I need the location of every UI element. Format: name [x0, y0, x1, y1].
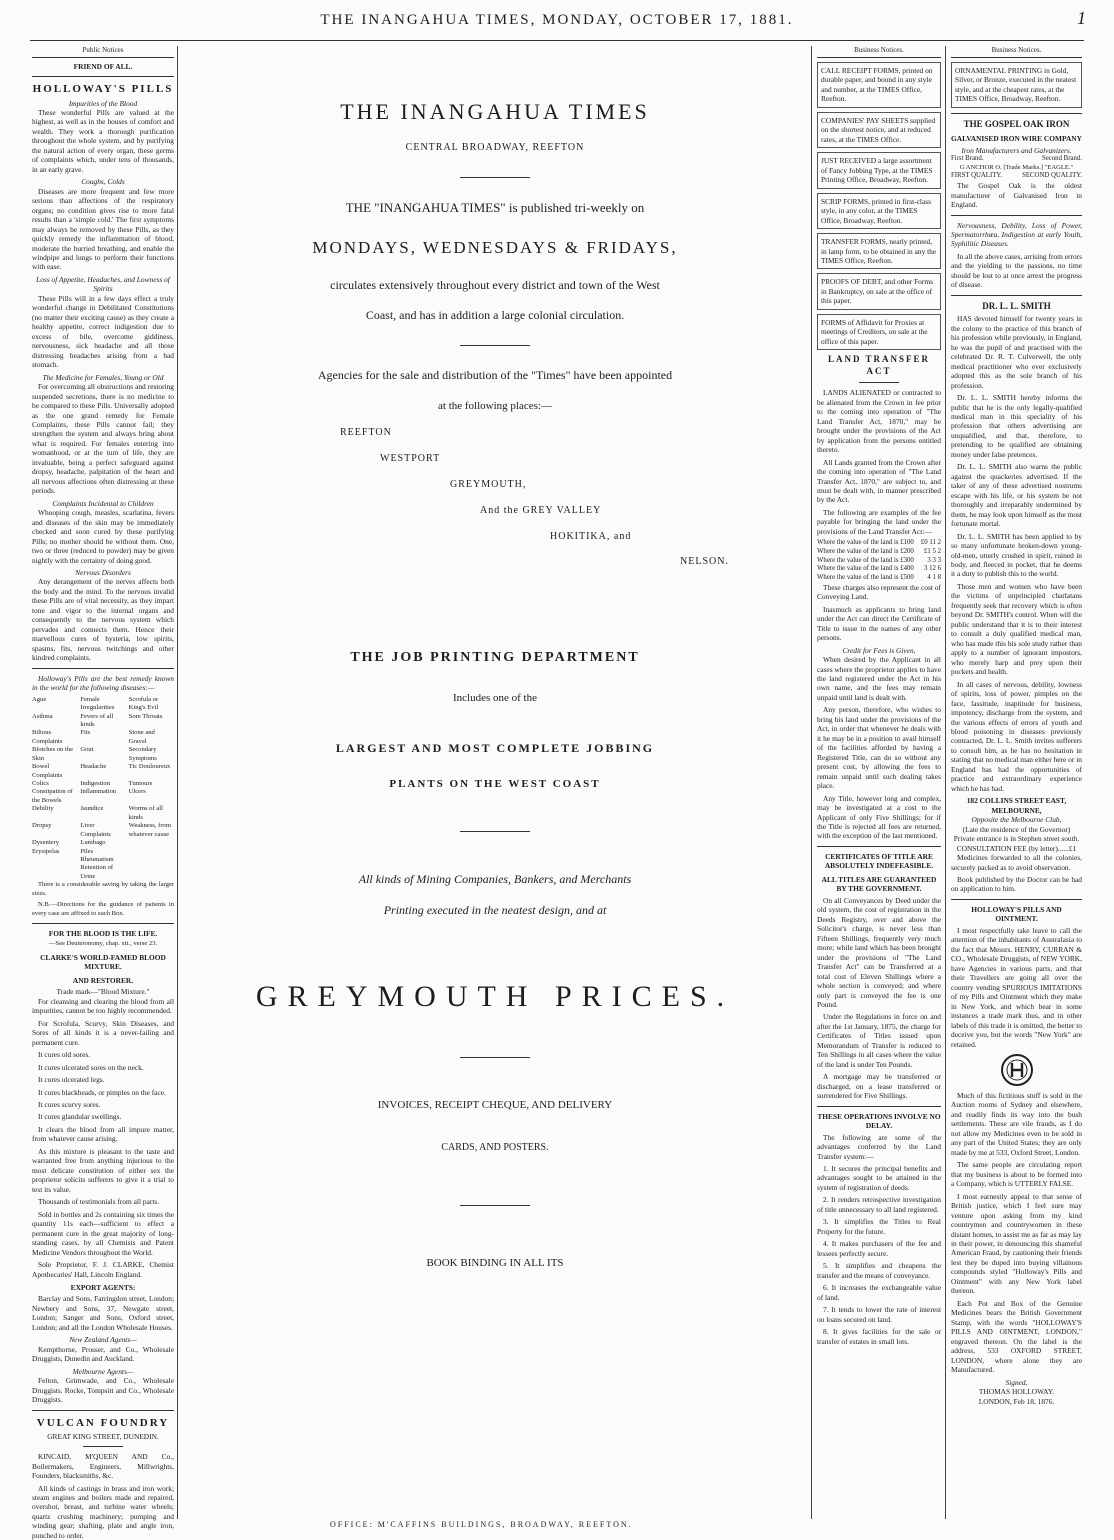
fee-row [817, 557, 941, 566]
mining-note: All kinds of Mining Companies, Bankers, and Merchants [358, 871, 632, 886]
column-heading: Business Notices. [951, 46, 1082, 58]
fee-amount: £1 5 2 [924, 548, 941, 556]
column-business-notices-1 [817, 46, 941, 1519]
smith-governor: (Late the residence of the Governor) [962, 824, 1071, 834]
cure-item: It cures glandular swellings. [38, 1112, 122, 1122]
ornament-rule [460, 831, 530, 832]
paragraph: Any person, therefore, who wishes to bring his land under the provisions of the Act, in order that whenever he deals with it he may be in a position to avail himself of the facilities afforded by having a Registered Title, can do so without any present cost, by allowing the fees to remain unpaid until such dealing takes place. [817, 705, 941, 791]
disease-item: Female Irregularities [80, 695, 115, 712]
signed-label: Signed, [1005, 1377, 1028, 1387]
disease-item: Jaundice [80, 805, 104, 813]
divider [32, 923, 174, 924]
place-item: WESTPORT [380, 453, 441, 465]
divider [32, 668, 174, 669]
notice-box [817, 152, 941, 188]
disease-item: Secondary Symptoms [128, 746, 157, 762]
fee-label: Where the value of the land is £400 [817, 565, 914, 573]
galvanised-title: GALVANISED IRON WIRE COMPANY [951, 134, 1082, 144]
short-rule [83, 1446, 123, 1447]
paragraph: All kinds of castings in brass and iron work; steam engines and boilers made and repaired, overshot, breast, and turbine water wheels; quartz crushing machinery; pumping and winding gear; shafting, plate and angle iron, punched to order. [32, 1483, 174, 1540]
column-heading: Public Notices [32, 46, 174, 58]
paragraph: A mortgage may be transferred or discharged, on a lease transferred or surrendered for Five Shillings. [817, 1072, 941, 1101]
disease-item: Sore Throats [128, 712, 163, 720]
divider [951, 215, 1082, 216]
includes-note: Includes one of the [453, 692, 537, 705]
disease-item: Weakness, from whatever cause [128, 822, 171, 838]
paragraph: In all the above cases, arrising from errors and the yielding to the passions, no time should be lost to at once arrest the progress of disease. [951, 251, 1082, 290]
cure-item: It cures blackheads, or pimples on the face. [38, 1087, 166, 1097]
agencies-note: Agencies for the sale and distribution of the "Times" have been appointed [317, 368, 673, 383]
subheading: Complaints Incidental to Children [52, 498, 154, 508]
column-heading: Business Notices. [817, 46, 941, 58]
paragraph: Felton, Grimwade, and Co., Wholesale Druggists. Rocke, Tompsitt and Co., Wholesale Druggists. [32, 1376, 174, 1405]
fee-label: Where the value of the land is £200 [817, 548, 914, 556]
fee-amount: £0 11 2 [920, 539, 941, 547]
paragraph: These wonderful Pills are valued at the highest, as well as in the houses of comfort and wealth. They work a thorough purification throughout the whole system, and by purifying the natural action of every organ, these germs of complaints which, under tens of thousands, in an early grave. [32, 107, 174, 174]
vulcan-foundry-title: VULCAN FOUNDRY [36, 1416, 170, 1429]
paragraph: The following are examples of the fee payable for bringing the land under the provisions of the Land Transfer Act:— [817, 507, 941, 536]
brand-label: Second Brand. [1041, 155, 1082, 163]
dr-smith-title: DR. L. L. SMITH [982, 300, 1051, 311]
place-item: REEFTON [340, 427, 392, 439]
paragraph: HAS devoted himself for twenty years in the colony to the practice of this branch of his profession while previously, in England, he was the pupil of and practised with the celebrated Dr. R. T. Culverwell, the only medical practitioner who ever exclusively adopted this as the sole branch of his profession. [951, 314, 1082, 390]
subheading: The Medicine for Females, Young or Old [42, 372, 164, 382]
paragraph: There is a considerable saving by taking the larger sizes. [32, 881, 174, 897]
subheading: Credit for Fees is Given, [842, 645, 916, 655]
paragraph: Inasmuch as applicants to bring land under the Act can direct the Certificate of Title to issue in the names of any other persons. [817, 604, 941, 643]
ornament-rule [460, 177, 530, 178]
notice-text: JUST RECEIVED a large assortment of Fancy Jobbing Type, at the TIMES Printing Office, Broadway, Reefton. [821, 156, 933, 185]
quality-label: FIRST QUALITY. [951, 172, 1003, 180]
guaranteed-heading: ALL TITLES ARE GUARANTEED BY THE GOVERNMENT. [821, 874, 937, 894]
disease-item: Dropsy [32, 822, 52, 830]
paragraph: For cleansing and clearing the blood from all impurities, cannot be too highly recommended. [32, 996, 174, 1016]
disease-item: Asthma [32, 712, 53, 720]
paragraph: Dr. L. L. SMITH has been applied to by so many unfortunate broken-down young-old-men, utterly crushed in spirit, ruined in body, and fleeced in pocket, that he deems it a duty to publish this to the world. [951, 531, 1082, 579]
notice-text: COMPANIES' PAY SHEETS supplied on the shortest notice, and at reduced rates, at the TIMES Office. [821, 115, 936, 144]
divider [817, 846, 941, 847]
divider [32, 1410, 174, 1411]
book-binding-note: BOOK BINDING IN ALL ITS [426, 1256, 564, 1269]
disease-item: Tumours [128, 780, 153, 787]
ornament-rule [460, 345, 530, 346]
advantage-item: 3. It simplifies the Titles to Real Property for the future. [817, 1217, 941, 1236]
trade-mark: Trade mark—"Blood Mixture." [56, 987, 150, 997]
publication-days: MONDAYS, WEDNESDAYS & FRIDAYS, [312, 237, 678, 257]
fee-row [817, 539, 941, 548]
holloway-ointment-title: HOLLOWAY'S PILLS AND OINTMENT. [971, 904, 1062, 924]
paper-title: THE INANGAHUA TIMES [340, 99, 650, 124]
paragraph: For overcoming all obstructions and restoring suspended secretions, there is no medicine to be compared to these Pills. Universally adopted as the one grand remedy for Female Complaints, these Pills cannot fail; they strengthen the system and always bring about what is required. For females entering into womanhood, or at the turn of life, they are invaluable, being a perfect safeguard against dropsy, headache, palpitation of the heart and all nervous affections often distressing at these periods. [32, 382, 174, 496]
vulcan-address: GREAT KING STREET, DUNEDIN. [47, 1431, 159, 1441]
advantage-item: 1. It secures the principal benefits and advantages sought to be attained in the system of registration of deeds. [817, 1164, 941, 1192]
paragraph: Much of this fictitious stuff is sold in the Auction rooms of Sydney and elsewhere, and readily finds its way into the bush settlements. These are vile frauds, as I do not allow my Medicines even to be sold in any part of the United States; they are only made by me at 533, Oxford Street, London. [951, 1090, 1082, 1157]
disease-item: Ague [32, 695, 47, 703]
signer-name: THOMAS HOLLOWAY. [978, 1387, 1055, 1397]
operations-heading: THESE OPERATIONS INVOLVE NO DELAY. [817, 1111, 941, 1131]
notice-text: TRANSFER FORMS, neatly printed, in lamp form, to be obtained in any the TIMES Office, Reefton. [821, 237, 937, 265]
advantage-item: 4. It makes purchasers of the fee and lessees perfectly secure. [817, 1239, 941, 1258]
fee-row [817, 565, 941, 574]
fee-amount: 4 1 8 [927, 574, 941, 582]
notice-box [817, 314, 941, 350]
places-intro: at the following places:— [438, 400, 552, 413]
greymouth-prices: GREYMOUTH PRICES. [255, 980, 735, 1014]
paragraph: In all cases of nervous, debility, lowness of spirits, loss of power, pimples on the face, lassitude, inaptitude for business, impotency, discharge from the system, and the various effects of errors of youth and blood poisoning in diseases previously contracted, Dr. L. L. Smith invites sufferers to consult him, as he has no hesitation in stating that no medical man either here or in England has had the opportunities of practice and extraordinary experience which he has had. [951, 679, 1082, 793]
circulation-note: circulates extensively throughout every district and town of the West [330, 278, 660, 293]
paragraph: On all Conveyances by Deed under the old system, the cost of registration in the Deeds Registry, over and above the Solicitor's charge, is never less than Fifteen Shillings, frequently very much more; while land which has been brought under the provisions of "The Land Transfer Act" can be Transferred at a total cost of Eleven Shillings where a whole section is conveyed; and where only part is conveyed the fee is one Pound. [817, 895, 941, 1009]
paragraph: These charges also represent the cost of Conveying Land. [817, 582, 941, 602]
paragraph: Sold in bottles and 2s containing six times the quantity 11s each—sufficient to effect a permanent cure in the great majority of long-standing cases, by all Chemists and Patent Medicine Vendors throughout the World. [32, 1209, 174, 1257]
disease-item: Stone and Gravel [128, 729, 155, 745]
divider [951, 295, 1082, 296]
disease-item: Debility [32, 805, 54, 813]
paper-address: CENTRAL BROADWAY, REEFTON [405, 142, 585, 154]
divider [32, 76, 174, 77]
disease-item: Rheumatism [80, 855, 114, 863]
notice-text: CALL RECEIPT FORMS, printed on durable paper, and bound in any style and number, at the TIMES Office, Reefton. [821, 65, 933, 104]
column-business-notices-2 [951, 46, 1082, 1519]
smith-entrance: Private entrance is in Stephen street south. [953, 834, 1080, 844]
disease-list [32, 696, 174, 882]
notice-box [817, 62, 941, 108]
sign-place: LONDON, Feb 18, 1876. [978, 1396, 1055, 1406]
cure-item: It clears the blood from all impure matter, from whatever cause arising. [32, 1124, 174, 1144]
clarke-heading: CLARKE'S WORLD-FAMED BLOOD MIXTURE. [40, 952, 166, 972]
disease-item: Indigestion [80, 780, 110, 787]
paragraph: Diseases are more frequent and few more serious than affections of the respiratory organs; no condition gives rise to more fatal results than a 'simple cold.' The first symptoms may always be removed by these Pills, as they quickly remedy the inflammation of blood, moderate the hurried breathing, and enable the windpipe and lungs to perform their functions with ease. [32, 186, 174, 272]
paragraph: I most respectfully take leave to call the attention of the inhabitants of Australasia to the fact that Messrs. HENRY, CURRAN & CO., Wholesale Druggists, of NEW YORK, have Agencies in various parts, and that their Travellers are going all over the country vending SPURIOUS IMITATIONS of my Pills and Ointment which they make in New York, and which bear in some instances a trade mark thus, and in other labels of this trade it is omitted, the better to deceive you, but the words "New York" are retained. [951, 925, 1082, 1049]
paragraph: Barclay and Sons, Farringdon street, London; Newbery and Sons, 37, Newgate street, London; Sanger and Sons, Oxford street, London; and all the London Wholesale Houses. [32, 1294, 174, 1332]
quality-row [951, 172, 1082, 181]
fee-label: Where the value of the land is £300 [817, 556, 914, 564]
divider [951, 113, 1082, 114]
smith-address: 182 COLLINS STREET EAST, MELBOURNE, [966, 796, 1067, 815]
land-transfer-title: LAND TRANSFER ACT [827, 354, 931, 376]
trade-marks: G ANCHOR O. [Trade Marks.] "EAGLE." [959, 163, 1074, 171]
paragraph: All Lands granted from the Crown after the coming into operation of "The Land Transfer Act, 1870," are subject to, and must be dealt with, in manner prescribed by the Act. [817, 457, 941, 505]
paragraph: Book published by the Doctor can be had on application to him. [951, 875, 1082, 894]
place-item: NELSON. [680, 556, 729, 568]
column-divider [811, 46, 812, 1519]
column-divider [177, 46, 178, 1519]
publication-note: THE "INANGAHUA TIMES" is published tri-weekly on [345, 199, 645, 215]
disease-item: Dysentery [32, 839, 60, 847]
disease-item: Scrofula or King's Evil [128, 695, 159, 712]
column-divider [945, 46, 946, 1519]
divider [951, 899, 1082, 900]
subheading: Impurities of the Blood [68, 98, 138, 108]
invoices-note: INVOICES, RECEIPT CHEQUE, AND DELIVERY [377, 1098, 613, 1111]
cards-note: CARDS, AND POSTERS. [441, 1141, 549, 1153]
notice-text: FORMS of Affidavit for Proxies at meetings of Creditors, on sale at the office of this paper. [821, 317, 928, 346]
paragraph: Holloway's Pills are the best remedy known in the world for the following diseases:— [32, 673, 174, 693]
place-item: GREYMOUTH, [450, 479, 527, 491]
coast-note: Coast, and has in addition a large colonial circulation. [365, 307, 625, 322]
disease-item: Colics [32, 780, 49, 787]
paragraph: For Scrofula, Scurvy, Skin Diseases, and Sores of all kinds it is a never-failing and permanent cure. [32, 1018, 174, 1047]
paragraph: The following are some of the advantages conferred by the Land Transfer system:— [817, 1132, 941, 1161]
notice-box [817, 112, 941, 148]
fee-amount: 3 12 6 [924, 565, 941, 573]
paragraph: The same people are circulating report that my business is about to be formed into a Company, which is UTTERLY FALSE. [951, 1160, 1082, 1189]
paragraph: These Pills will in a few days effect a truly wonderful change in Debilitated Constitutions (no matter their exciting cause) as they create a healthy appetite, correct indigestion due to excess of bile, overcome giddiness, nervousness, sick headache and all those distressing headaches arising from a bad stomach. [32, 293, 174, 370]
fee-label: Where the value of the land is £100 [817, 539, 914, 547]
disease-item: Erysipelas [32, 847, 60, 855]
paragraph: N.B.—Directions for the guidance of patients in every case are affixed to each Box. [32, 901, 174, 917]
advantage-item: 5. It simplifies and cheapens the transfer and the means of conveyance. [817, 1261, 941, 1280]
paragraph: I most earnestly appeal to that sense of British justice, which I feel sure may venture upon asking from my kind countrymen and countrywomen in these distant homes, to assist me as far as may lay in their power, in denouncing this shameful American Fraud, by cautioning their friends lest they be duped into buying villainous compounds styled "Holloway's Pills and Ointment" with any New York label thereon. [951, 1191, 1082, 1296]
paragraph: Any derangement of the nerves affects both the body and the mind. To the nervous invalid these Pills are of vital necessity, as they impart tone and vigor to the internal organs and consequently to the nervous system which pervades and connects them. Hence their marvellous cures of hysteria, low spirits, spasms, fits, nervous twitchings and other kindred complaints. [32, 577, 174, 663]
masthead: THE INANGAHUA TIMES, MONDAY, OCTOBER 17, 1881. [320, 12, 794, 28]
disease-item: Liver Complaints [80, 822, 111, 838]
paragraph: Nervousness, Debility, Loss of Power, Spermatorrhœa, Indigestion at early Youth, Syphilitic Diseases. [951, 220, 1082, 249]
cure-item: It cures ulcerated legs. [38, 1075, 105, 1085]
disease-item: Ulcers [128, 788, 146, 796]
plants-heading: PLANTS ON THE WEST COAST [389, 777, 601, 790]
advantage-item: 2. It renders retrospective investigation of title unnecessary to all land registered. [817, 1195, 941, 1214]
masthead-rule [30, 40, 1084, 41]
notice-box [817, 193, 941, 229]
gospel-oak-title: THE GOSPEL OAK IRON [963, 118, 1070, 129]
paragraph: Under the Regulations in force on and after the 1st January, 1875, the charge for Certificates of Titles issued upon Memorandum of Transfer is reduced to Ten Shillings in all cases where the value of the land is under Ten Pounds. [817, 1012, 941, 1069]
smith-club: Opposite the Melbourne Club, [971, 815, 1062, 825]
paragraph: Each Pot and Box of the Genuine Medicines bears the British Government Stamp, with the words "HOLLOWAY'S PILLS AND OINTMENT, LONDON," engraved thereon. On the label is the address, 533 OXFORD STREET, LONDON, where alone they are Manufactured. [951, 1298, 1082, 1375]
short-rule [859, 382, 899, 383]
job-printing-heading: THE JOB PRINTING DEPARTMENT [350, 650, 640, 666]
export-heading: EXPORT AGENTS: [70, 1282, 136, 1292]
disease-item: Worms of all kinds [128, 805, 163, 821]
paragraph: Any Title, however long and complex, may be investigated at a cost to the Applicant of only Five Shillings; for if the Title is rejected all fees are returned, with the exception of the last mentioned. [817, 793, 941, 841]
subheading: Melbourne Agents— [72, 1366, 134, 1376]
paragraph: Thousands of testimonials from all parts. [38, 1197, 160, 1207]
column-times-advertisement [190, 46, 800, 1519]
disease-item: Tic Douloureux [128, 763, 171, 771]
paragraph: Medicines forwarded to all the colonies, securely packed as to avoid observation. [951, 853, 1082, 872]
fee-row [817, 548, 941, 557]
footer-address: OFFICE: M'CAFFINS BUILDINGS, BROADWAY, REEFTON. [330, 1520, 633, 1529]
blood-reference: —See Deuteronomy, chap. xii., verse 23. [48, 940, 158, 948]
notice-box [951, 62, 1082, 108]
trade-mark-seal-icon [1000, 1053, 1034, 1087]
ornament-rule [460, 1057, 530, 1058]
page-number: 1 [1077, 8, 1086, 28]
friend-of-all-heading: FRIEND OF ALL. [73, 61, 133, 71]
advantage-item: 6. It increases the exchangeable value of land. [817, 1283, 941, 1302]
paragraph: Those men and women who have been the victims of unprincipled charlatans frequently seek that recovery which is often beyond Dr. SMITH's control. When will the public understand that it is to their interest to consult a duly qualified medical man, who has made this his sole study rather than apply to a number of ignorant impostors, who merely harp and prey upon their pockets and health. [951, 581, 1082, 677]
paragraph: When desired by the Applicant in all cases where the proprietor applies to have the land registered under the Act in his own name, and the fees may remain unpaid until land is dealt with. [817, 655, 941, 702]
notice-text: PROOFS OF DEBT, and other Forms in Bankruptcy, on sale at the office of this paper. [821, 277, 933, 306]
disease-item: Fits [80, 729, 91, 737]
disease-item: Constipation of the Bowels [32, 788, 73, 804]
paragraph: KINCAID, M'QUEEN AND Co., Boilermakers, Engineers, Millwrights, Founders, blacksmiths, &c. [32, 1452, 174, 1481]
place-item: HOKITIKA, and [550, 530, 632, 542]
place-item: And the GREY VALLEY [480, 504, 602, 516]
brand-row [951, 155, 1082, 164]
paragraph: The Gospel Oak is the oldest manufacturer of Galvanised Iron in England. [951, 181, 1082, 210]
advantage-item: 8. It gives facilities for the sale or transfer of estates in small lots. [817, 1327, 941, 1346]
paragraph: Kempthorne, Prosser, and Co., Wholesale Druggists, Dunedin and Auckland. [32, 1344, 174, 1364]
ornament-rule [460, 1205, 530, 1206]
notice-box [817, 233, 941, 269]
largest-heading: LARGEST AND MOST COMPLETE JOBBING [335, 741, 655, 756]
paragraph: Dr. L. L. SMITH hereby informs the public that he is the only legally-qualified medical man in this speciality of his profession that others advertising are unqualified, and that, therefore, to pretending to be qualified are obtaining money under false pretences. [951, 393, 1082, 459]
disease-item: Fevers of all kinds [80, 712, 114, 728]
disease-item: Piles [80, 847, 94, 855]
cure-item: It cures ulcerated sores on the neck. [38, 1062, 144, 1072]
consultation-fee: CONSULTATION FEE (by letter)......£1 [956, 843, 1077, 853]
certificates-heading: CERTIFICATES OF TITLE ARE ABSOLUTELY INDEFEASIBLE. [824, 851, 934, 871]
disease-item: Inflammation [80, 788, 117, 796]
disease-item: Bowel Complaints [32, 763, 63, 779]
paragraph: Dr. L. L. SMITH also warns the public against the quackeries advertised. If the taker of any of these advertised nostrums escape with his life, or his system be not thoroughly and irreparably undermined by them, he may look upon himself as the most fortunate mortal. [951, 462, 1082, 529]
notice-text: SCRIP FORMS, printed in first-class style, in any color, at the TIMES Office, Broadway, Reefton. [821, 196, 931, 225]
printing-note: Printing executed in the neatest design, and at [383, 903, 607, 918]
subheading: Nervous Disorders [75, 568, 131, 577]
disease-item: Blotches on the Skin [32, 746, 74, 762]
disease-item: Lumbago [80, 839, 106, 847]
holloway-pills-title: HOLLOWAY'S PILLS [32, 83, 174, 96]
fee-label: Where the value of the land is £500 [817, 574, 914, 582]
subheading: Loss of Appetite, Headaches, and Lowness of Spirits [36, 274, 170, 294]
paragraph: Sole Proprietor, F. J. CLARKE, Chemist Apothecaries' Hall, Lincoln England. [32, 1260, 174, 1279]
paragraph: LANDS ALIENATED or contracted to be alienated from the Crown in fee prior to the coming into operation of "The Land Transfer Act, 1870," may be brought under the provisions of the Act by application from the persons entitled thereto. [817, 388, 941, 455]
disease-item: Gout [80, 746, 94, 754]
notice-text: ORNAMENTAL PRINTING in Gold, Silver, or Bronze, executed in the neatest style, and at the cheapest rates, at the TIMES Office, Broadway, Reefton. [955, 65, 1077, 104]
quality-label: SECOND QUALITY. [1022, 172, 1082, 180]
divider [817, 1106, 941, 1107]
cure-item: It cures scurvy sores. [38, 1100, 101, 1109]
paragraph: As this mixture is pleasant to the taste and warranted free from anything injurious to the most delicate constitution of either sex the proprietor solicits sufferers to give it a trial to test its value. [32, 1146, 174, 1194]
disease-item: Retention of Urine [80, 864, 114, 880]
blood-heading: FOR THE BLOOD IS THE LIFE. [48, 929, 158, 938]
paragraph: Whooping cough, measles, scarlatina, fevers and diseases of the skin may be immediately checked and soon cured by these purifying Pills; no mother should be without them. One, two or three (reduced to powder) may be given nightly with the certainty of doing good. [32, 508, 174, 565]
column-public-notices [32, 46, 174, 1540]
fee-row [817, 574, 941, 583]
notice-box [817, 273, 941, 309]
fee-amount: 3 3 3 [927, 556, 941, 564]
restorer-heading: AND RESTORER. [72, 975, 134, 985]
subheading: Coughs, Colds [81, 177, 125, 187]
disease-item: Bilious Complaints [32, 729, 63, 745]
cure-item: It cures old sores. [38, 1050, 91, 1060]
subheading: Iron Manufacturers and Galvanizers. [961, 145, 1072, 155]
subheading: New Zealand Agents— [69, 1335, 137, 1345]
disease-item: Headache [80, 763, 107, 771]
brand-label: First Brand. [951, 155, 984, 163]
advantage-item: 7. It tends to lower the rate of interest on loans secured on land. [817, 1305, 941, 1324]
